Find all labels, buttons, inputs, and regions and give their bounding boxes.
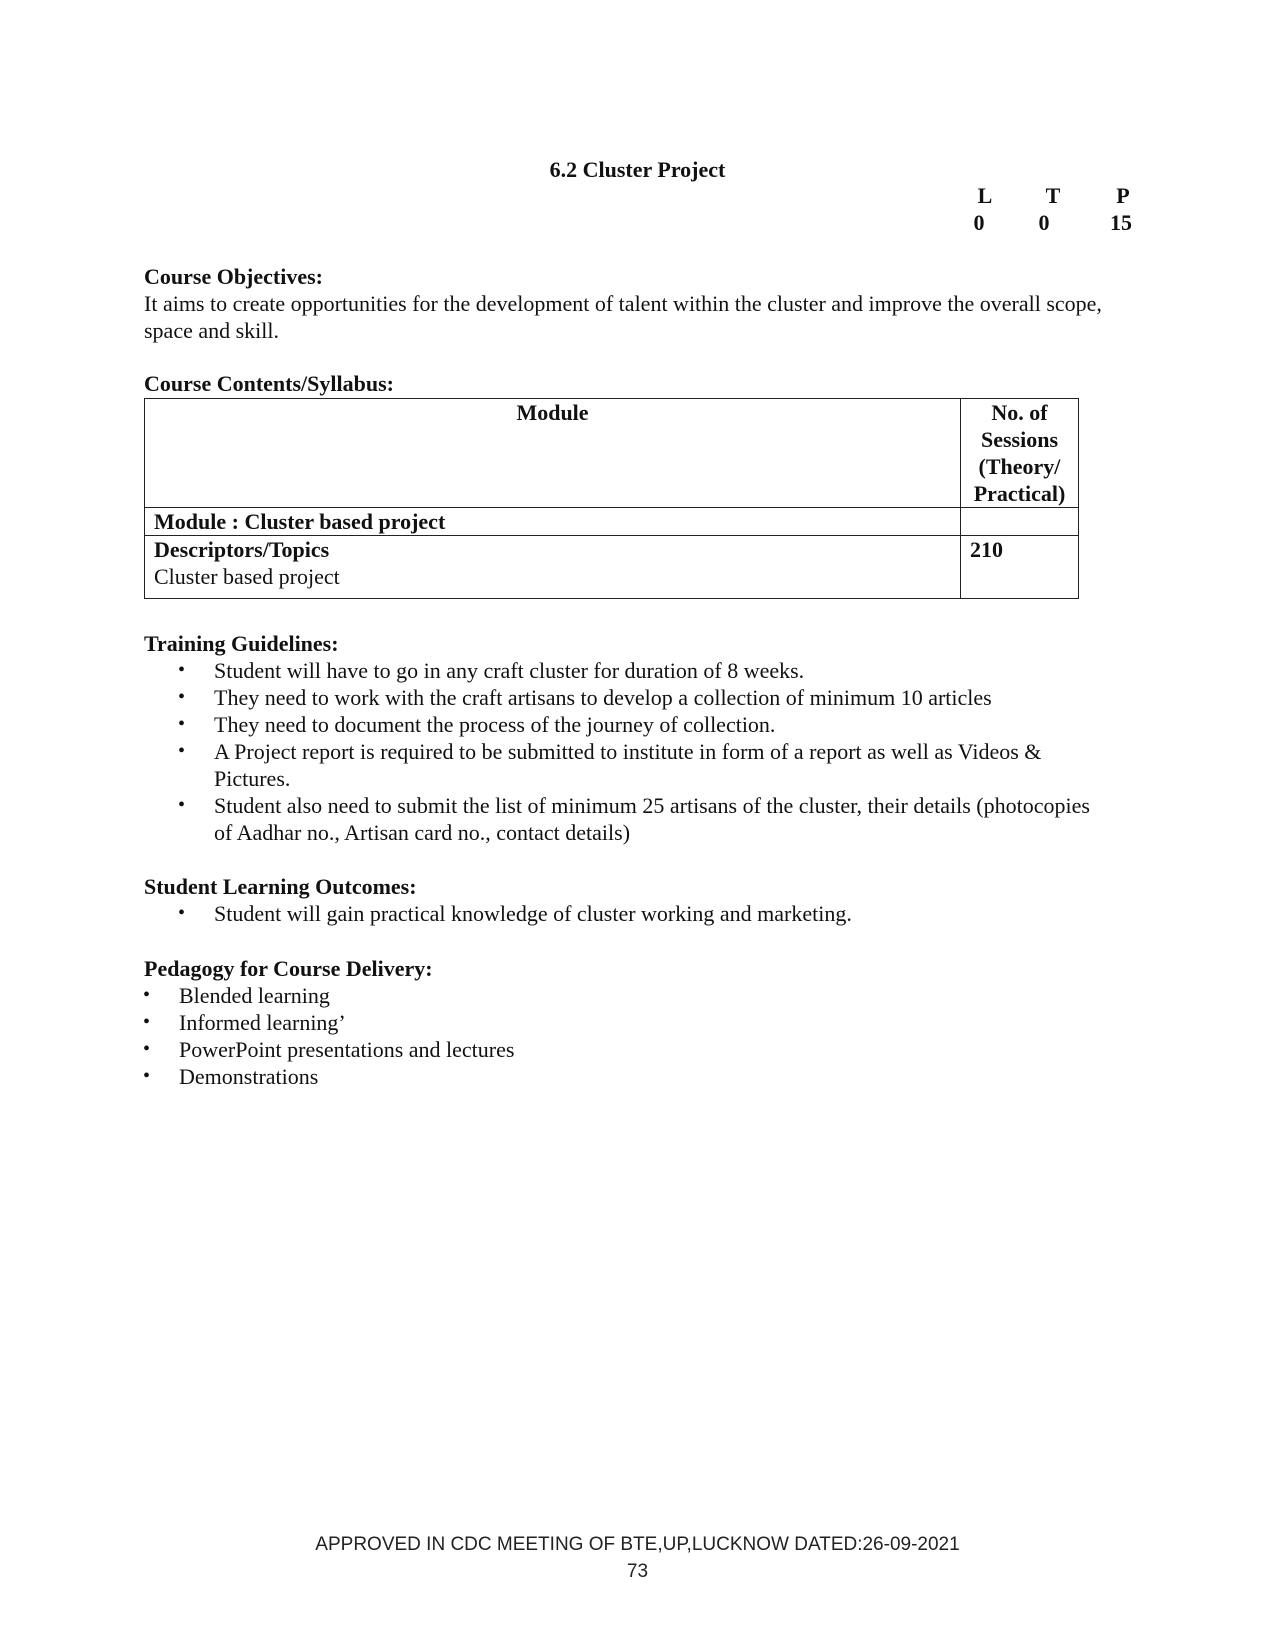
ltp-value-t: 0	[1038, 210, 1050, 235]
list-item: • Informed learning’	[143, 1010, 346, 1035]
list-item: • Student also need to submit the list of minimum 25 artisans of the cluster, their details (photocopies of Aadhar no., Artisan card no., contact details)	[178, 793, 1090, 845]
bullet-icon: •	[178, 740, 186, 762]
col-module-header: Module	[145, 399, 961, 508]
bullet-icon: •	[178, 659, 186, 681]
ltp-value-l: 0	[973, 210, 985, 235]
descriptors-cell	[145, 536, 961, 599]
list-item: • Student will gain practical knowledge of cluster working and marketing.	[178, 901, 852, 926]
pedagogy-heading: Pedagogy for Course Delivery:	[144, 956, 433, 981]
bullet-icon: •	[143, 1011, 151, 1033]
training-list	[178, 657, 1104, 846]
list-item: • Blended learning	[143, 983, 330, 1008]
table-header-row	[145, 399, 1079, 508]
module-row-cell: Module : Cluster based project	[145, 508, 961, 536]
bullet-icon: •	[143, 984, 151, 1006]
ltp-header-p: P	[1116, 183, 1130, 208]
descriptors-label: Descriptors/Topics	[154, 537, 330, 562]
syllabus-table	[144, 398, 1079, 599]
page-number: 73	[626, 1561, 649, 1582]
ltp-header-t: T	[1045, 183, 1061, 208]
table-row	[145, 536, 1079, 599]
descriptors-text: Cluster based project	[154, 564, 340, 589]
ltp-value-p: 15	[1110, 210, 1132, 235]
bullet-icon: •	[178, 902, 186, 924]
list-item: • PowerPoint presentations and lectures	[143, 1037, 515, 1062]
pedagogy-list	[143, 982, 1079, 1090]
module-row-sessions-cell	[961, 508, 1079, 536]
objectives-heading: Course Objectives:	[144, 264, 324, 289]
list-item: • A Project report is required to be submitted to institute in form of a report as well as Videos & Pictures.	[178, 739, 1042, 791]
syllabus-heading: Course Contents/Syllabus:	[144, 371, 394, 396]
footer-approval: APPROVED IN CDC MEETING OF BTE,UP,LUCKNOW DATED:26-09-2021	[315, 1534, 960, 1555]
bullet-icon: •	[143, 1038, 151, 1060]
sessions-value: 210	[961, 536, 1079, 599]
list-item: • They need to document the process of the journey of collection.	[178, 712, 776, 737]
list-item: • They need to work with the craft artisans to develop a collection of minimum 10 articles	[178, 685, 992, 710]
page-title: 6.2 Cluster Project	[549, 157, 726, 182]
list-item: • Demonstrations	[143, 1064, 319, 1089]
ltp-header-l: L	[977, 183, 993, 208]
objectives-text: It aims to create opportunities for the development of talent within the cluster and improve the overall scope, space and skill.	[144, 291, 1102, 343]
training-heading: Training Guidelines:	[144, 631, 339, 656]
outcomes-list	[178, 900, 1104, 927]
bullet-icon: •	[143, 1065, 151, 1087]
bullet-icon: •	[178, 686, 186, 708]
table-row	[145, 508, 1079, 536]
col-sessions-header: No. of Sessions (Theory/ Practical)	[961, 399, 1079, 508]
bullet-icon: •	[178, 713, 186, 735]
bullet-icon: •	[178, 794, 186, 816]
outcomes-heading: Student Learning Outcomes:	[144, 874, 417, 899]
list-item: • Student will have to go in any craft cluster for duration of 8 weeks.	[178, 658, 805, 683]
